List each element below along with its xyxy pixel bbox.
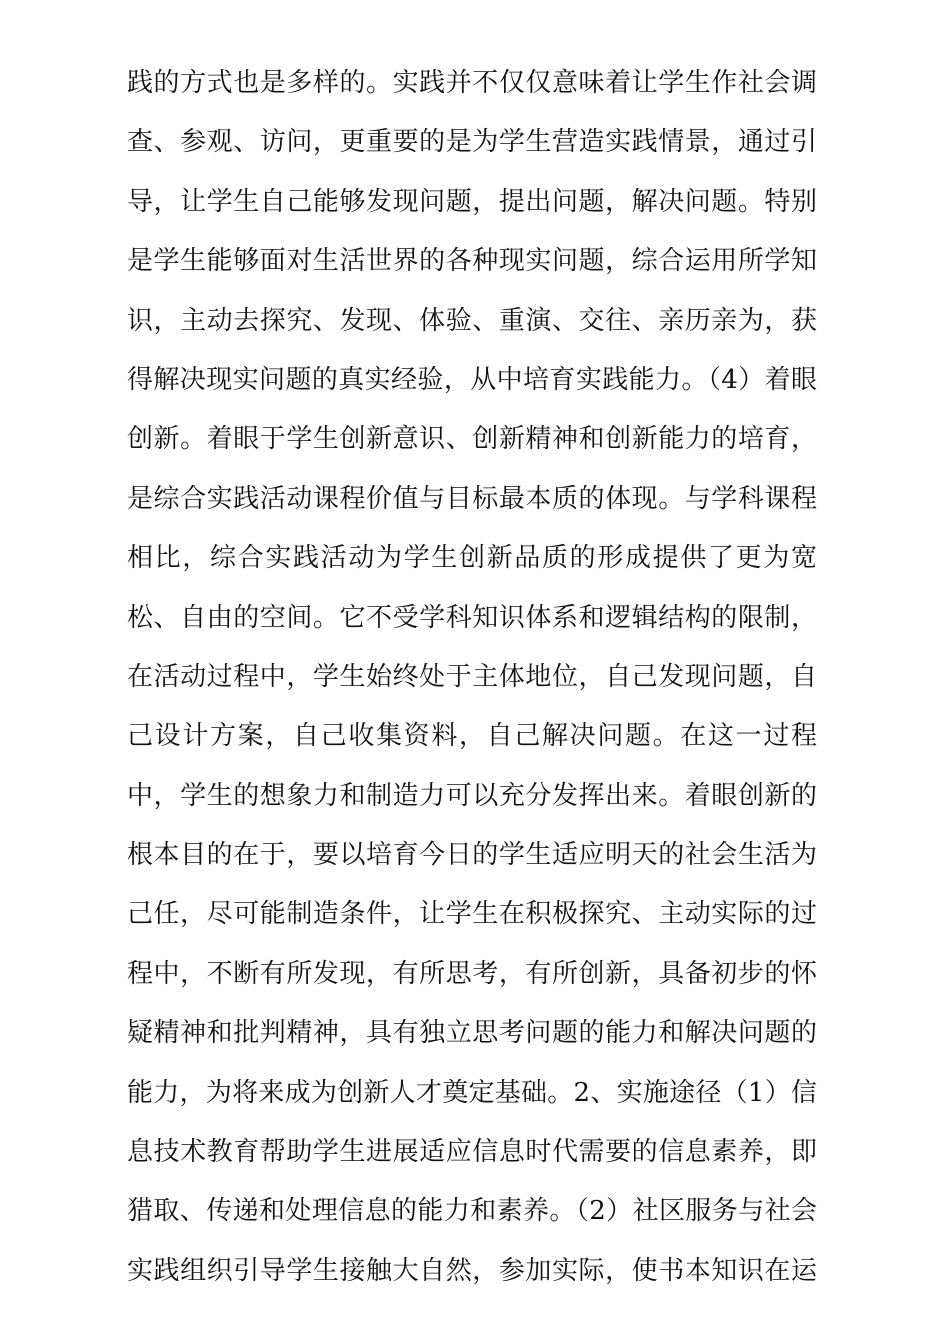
text-line: 中，学生的想象力和制造力可以充分发挥出来。着眼创新的 — [127, 780, 817, 811]
text-line: 创新。着眼于学生创新意识、创新精神和创新能力的培育， — [127, 424, 817, 455]
text-line: 是综合实践活动课程价值与目标最本质的体现。与学科课程 — [127, 483, 817, 514]
text-line: 猎取、传递和处理信息的能力和素养。（2）社区服务与社会 — [127, 1196, 817, 1227]
body-text — [127, 54, 817, 1301]
text-line: 是学生能够面对生活世界的各种现实问题，综合运用所学知 — [127, 246, 817, 277]
text-line: 践的方式也是多样的。实践并不仅仅意味着让学生作社会调 — [127, 68, 817, 98]
text-line: 查、参观、访问，更重要的是为学生营造实践情景，通过引 — [127, 127, 817, 158]
text-line: 在活动过程中，学生始终处于主体地位，自己发现问题，自 — [127, 661, 817, 692]
text-line: 程中，不断有所发现，有所思考，有所创新，具备初步的怀 — [127, 958, 817, 989]
text-line: 疑精神和批判精神，具有独立思考问题的能力和解决问题的 — [127, 1018, 817, 1049]
text-line: 实践组织引导学生接触大自然，参加实际，使书本知识在运 — [127, 1255, 817, 1286]
text-line: 导，让学生自己能够发现问题，提出问题，解决问题。特别 — [127, 186, 817, 217]
text-line: 识，主动去探究、发现、体验、重演、交往、亲历亲为，获 — [127, 305, 817, 336]
text-line: 得解决现实问题的真实经验，从中培育实践能力。（4）着眼 — [127, 364, 817, 395]
text-line: 能力，为将来成为创新人才奠定基础。2、实施途径（1）信 — [127, 1077, 817, 1108]
text-line: 己设计方案，自己收集资料，自己解决问题。在这一过程 — [127, 721, 817, 752]
text-line: 息技术教育帮助学生进展适应信息时代需要的信息素养，即 — [127, 1137, 817, 1168]
text-line: 己任，尽可能制造条件，让学生在积极探究、主动实际的过 — [127, 899, 817, 930]
text-line: 根本目的在于，要以培育今日的学生适应明天的社会生活为 — [127, 840, 817, 871]
text-line: 松、自由的空间。它不受学科知识体系和逻辑结构的限制， — [127, 602, 817, 633]
text-line: 相比，综合实践活动为学生创新品质的形成提供了更为宽 — [127, 543, 817, 574]
